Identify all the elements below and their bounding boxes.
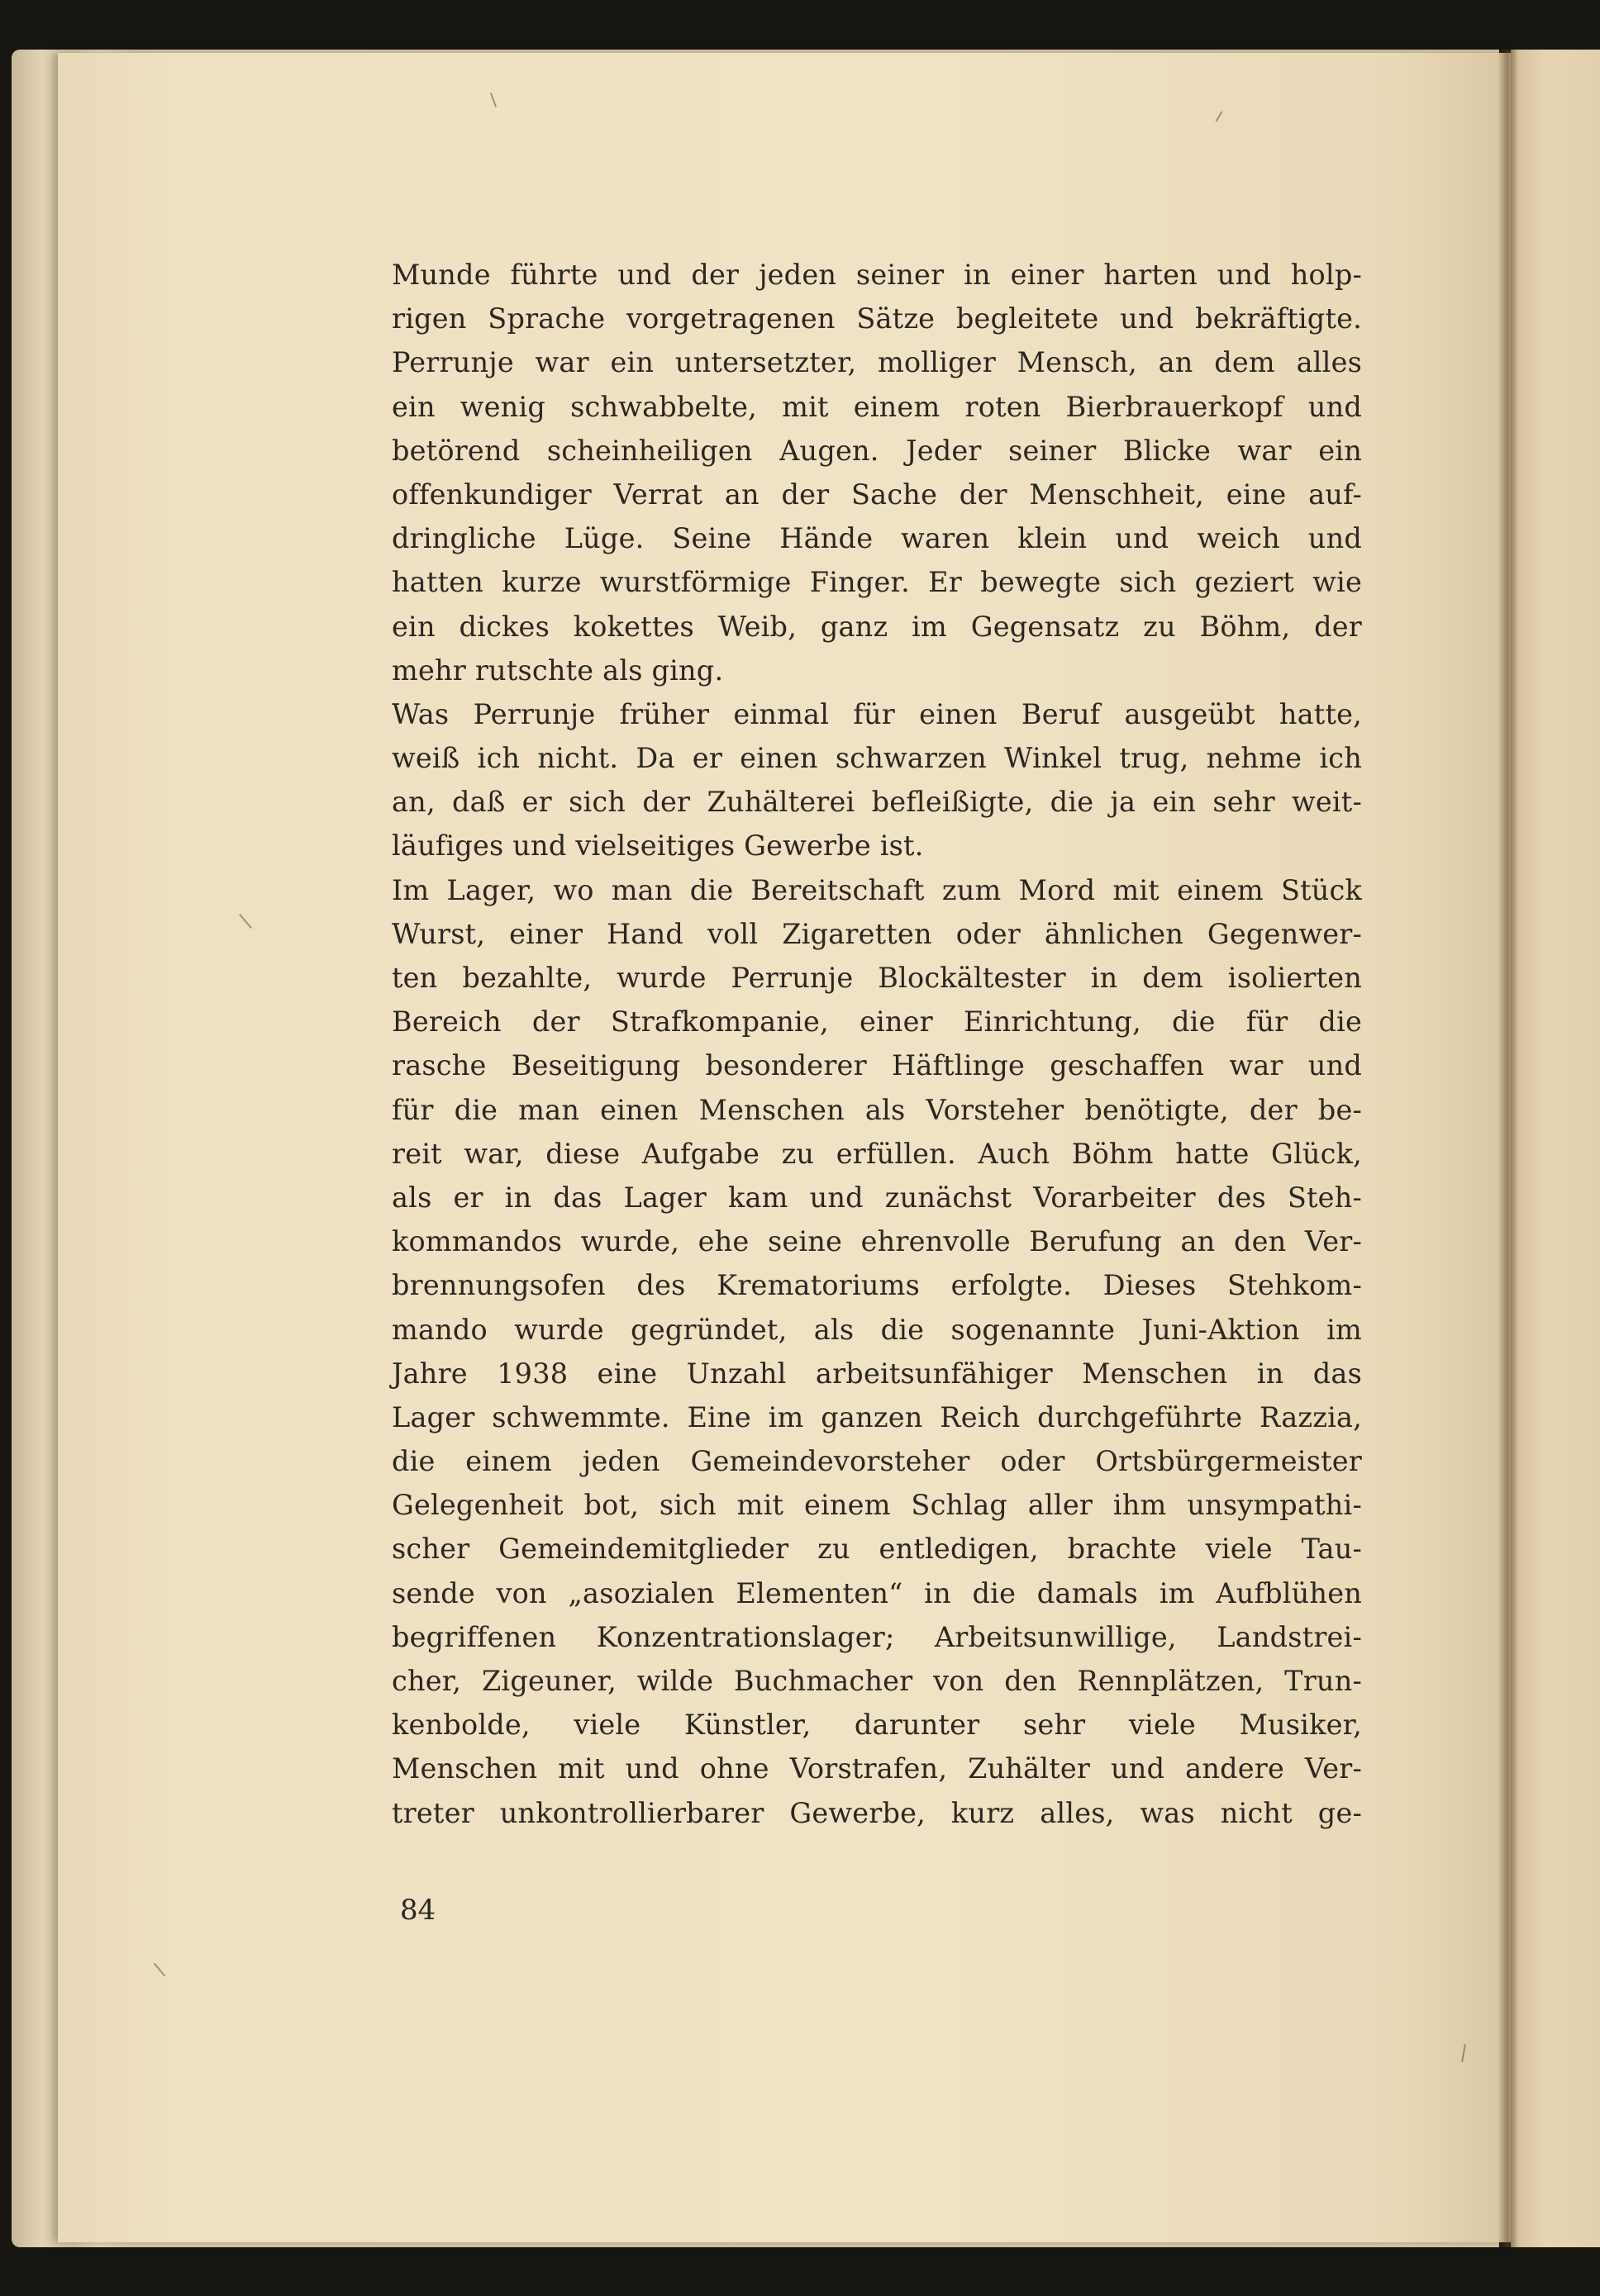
book-gutter (1498, 50, 1517, 2247)
text-line: Jahre 1938 eine Unzahl arbeitsunfähiger Menschen in das (392, 1357, 1362, 1390)
text-line: mando wurde gegründet, als die sogenannte Juni-Aktion im (392, 1313, 1362, 1346)
text-line: Bereich der Strafkompanie, einer Einrichtung, die für die (392, 1005, 1362, 1039)
text-line: kommandos wurde, ehe seine ehrenvolle Berufung an den Ver- (392, 1225, 1362, 1258)
text-line: sende von „asozialen Elementen“ in die damals im Aufblühen (392, 1576, 1362, 1609)
text-line: betörend scheinheiligen Augen. Jeder seiner Blicke war ein (392, 434, 1362, 467)
text-line: ein dickes kokettes Weib, ganz im Gegensatz zu Böhm, der (392, 610, 1362, 643)
text-line: Perrunje war ein untersetzter, molliger Mensch, an dem alles (392, 346, 1362, 379)
text-line: mehr rutschte als ging. (392, 654, 724, 687)
text-line: Gelegenheit bot, sich mit einem Schlag aller ihm unsympathi- (392, 1489, 1362, 1522)
text-line: brennungsofen des Krematoriums erfolgte. Dieses Stehkom- (392, 1269, 1362, 1302)
text-line: hatten kurze wurstförmige Finger. Er bewegte sich geziert wie (392, 566, 1362, 599)
text-line: Munde führte und der jeden seiner in einer harten und holp- (392, 259, 1362, 291)
text-line: als er in das Lager kam und zunächst Vorarbeiter des Steh- (392, 1181, 1362, 1214)
text-line: an, daß er sich der Zuhälterei befleißigte, die ja ein sehr weit- (392, 786, 1362, 819)
text-line: dringliche Lüge. Seine Hände waren klein und weich und (392, 522, 1362, 555)
body-text (392, 253, 1362, 1835)
text-line: begriffenen Konzentrationslager; Arbeitsunwillige, Landstrei- (392, 1620, 1362, 1653)
text-line: ten bezahlte, wurde Perrunje Blockältester in dem isolierten (392, 962, 1362, 994)
text-line: treter unkontrollierbarer Gewerbe, kurz alles, was nicht ge- (392, 1796, 1362, 1829)
text-line: Wurst, einer Hand voll Zigaretten oder ähnlichen Gegenwer- (392, 917, 1362, 950)
text-line: für die man einen Menschen als Vorsteher benötigte, der be- (392, 1093, 1362, 1126)
text-line: Lager schwemmte. Eine im ganzen Reich durchgeführte Razzia, (392, 1400, 1362, 1433)
text-line: rigen Sprache vorgetragenen Sätze begleitete und bekräftigte. (392, 302, 1362, 335)
text-line: rasche Beseitigung besonderer Häftlinge geschaffen war und (392, 1049, 1362, 1082)
page-number: 84 (400, 1894, 436, 1927)
right-page-edge (1511, 50, 1600, 2247)
text-line: offenkundiger Verrat an der Sache der Menschheit, eine auf- (392, 478, 1362, 511)
text-line: kenbolde, viele Künstler, darunter sehr viele Musiker, (392, 1709, 1362, 1742)
text-line: reit war, diese Aufgabe zu erfüllen. Auch Böhm hatte Glück, (392, 1137, 1362, 1170)
text-line: ein wenig schwabbelte, mit einem roten Bierbrauerkopf und (392, 390, 1362, 423)
text-line: scher Gemeindemitglieder zu entledigen, brachte viele Tau- (392, 1533, 1362, 1566)
text-line: weiß ich nicht. Da er einen schwarzen Winkel trug, nehme ich (392, 742, 1362, 775)
text-line: die einem jeden Gemeindevorsteher oder Ortsbürgermeister (392, 1445, 1362, 1478)
text-line: Was Perrunje früher einmal für einen Beruf ausgeübt hatte, (392, 697, 1362, 730)
text-line: läufiges und vielseitiges Gewerbe ist. (392, 830, 924, 863)
text-line: Im Lager, wo man die Bereitschaft zum Mord mit einem Stück (392, 873, 1362, 906)
text-line: cher, Zigeuner, wilde Buchmacher von den Rennplätzen, Trun- (392, 1665, 1362, 1697)
text-line: Menschen mit und ohne Vorstrafen, Zuhälter und andere Ver- (392, 1752, 1362, 1785)
